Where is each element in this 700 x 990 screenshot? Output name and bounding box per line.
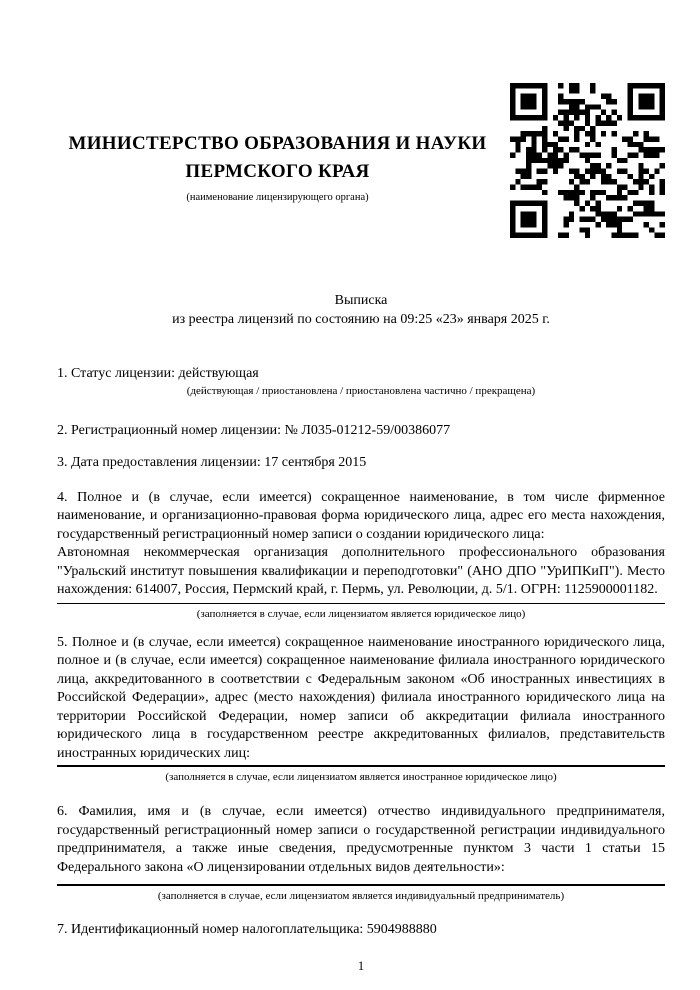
qr-code xyxy=(510,83,665,238)
individual-entrepreneur-blank-line xyxy=(57,884,665,886)
document-subtitle: из реестра лицензий по состоянию на 09:25 «23» января 2025 г. xyxy=(172,311,550,327)
page-number: 1 xyxy=(357,958,365,973)
taxpayer-id-label: 7. Идентификационный номер налогоплательщика: xyxy=(57,922,364,937)
foreign-entity-clause: 5. Полное и (в случае, если имеется) сокращенное наименование иностранного юридического лица, полное и (в случае, если имеется) сокращенное наименование филиала иностранного юридического лица, аккредитованного в соответствии с Федеральным законом «Об иностранных инвестициях в Российской Федерации», адрес (место нахождения) филиала иностранного юридического лица на территории Российской Федерации, номер записи об аккредитации филиала иностранного юридического лица в государственном реестре аккредитованных филиалов, представительств иностранных юридических лиц: xyxy=(57,634,665,761)
legal-entity-details-value: Автономная некоммерческая организация дополнительного профессионального образования "Уральский институт повышения квалификации и переподготовки" (АНО ДПО "УрИПКиП"). Место нахождения: 614007, Россия, Пермский край, г. Пермь, ул. Революции, д. 5/1. ОГРН: 1125900001182. xyxy=(57,544,665,604)
license-grant-date-value: 17 сентября 2015 xyxy=(264,455,367,470)
license-status-label: 1. Статус лицензии: xyxy=(57,366,176,381)
license-status-options-note: (действующая / приостановлена / приостановлена частично / прекращена) xyxy=(186,384,536,397)
licensing-authority-caption: (наименование лицензирующего органа) xyxy=(186,192,369,203)
individual-entrepreneur-clause: 6. Фамилия, имя и (в случае, если имеется) отчество индивидуального предпринимателя, государственный регистрационный номер записи о государственной регистрации индивидуального предпринимателя, а также иные сведения, предусмотренные пунктом 3 части 1 статьи 15 Федерального закона «О лицензировании отдельных видов деятельности»: xyxy=(57,804,665,875)
licensing-authority-block xyxy=(57,80,510,205)
document-title: Выписка xyxy=(334,293,388,308)
foreign-entity-note: (заполняется в случае, если лицензиатом является иностранное юридическое лицо) xyxy=(165,771,557,783)
individual-entrepreneur-note: (заполняется в случае, если лицензиатом является индивидуальный предприниматель) xyxy=(157,890,565,902)
legal-entity-note: (заполняется в случае, если лицензиатом является юридическое лицо) xyxy=(196,607,526,620)
license-status-line xyxy=(57,365,665,384)
foreign-entity-blank-line xyxy=(57,765,665,767)
license-grant-date-label: 3. Дата предоставления лицензии: xyxy=(57,455,261,470)
registration-number-line xyxy=(57,422,665,441)
taxpayer-id-value: 5904988880 xyxy=(366,922,437,937)
document-title-block xyxy=(57,292,665,329)
licensing-authority-name: МИНИСТЕРСТВО ОБРАЗОВАНИЯ И НАУКИ ПЕРМСКОГО КРАЯ xyxy=(68,133,487,182)
license-status-value: действующая xyxy=(178,366,259,381)
registration-number-value: № Л035-01212-59/00386077 xyxy=(284,422,451,438)
legal-entity-clause: 4. Полное и (в случае, если имеется) сокращенное наименование, в том числе фирменное наименование, и организационно-правовая форма юридического лица, адрес его места нахождения, государственный регистрационный номер записи о создании юридического лица: xyxy=(57,489,665,542)
registration-number-label: 2. Регистрационный номер лицензии: xyxy=(57,422,282,438)
document-header xyxy=(57,0,665,238)
license-grant-date-line xyxy=(57,454,665,473)
taxpayer-id-line xyxy=(57,921,665,940)
